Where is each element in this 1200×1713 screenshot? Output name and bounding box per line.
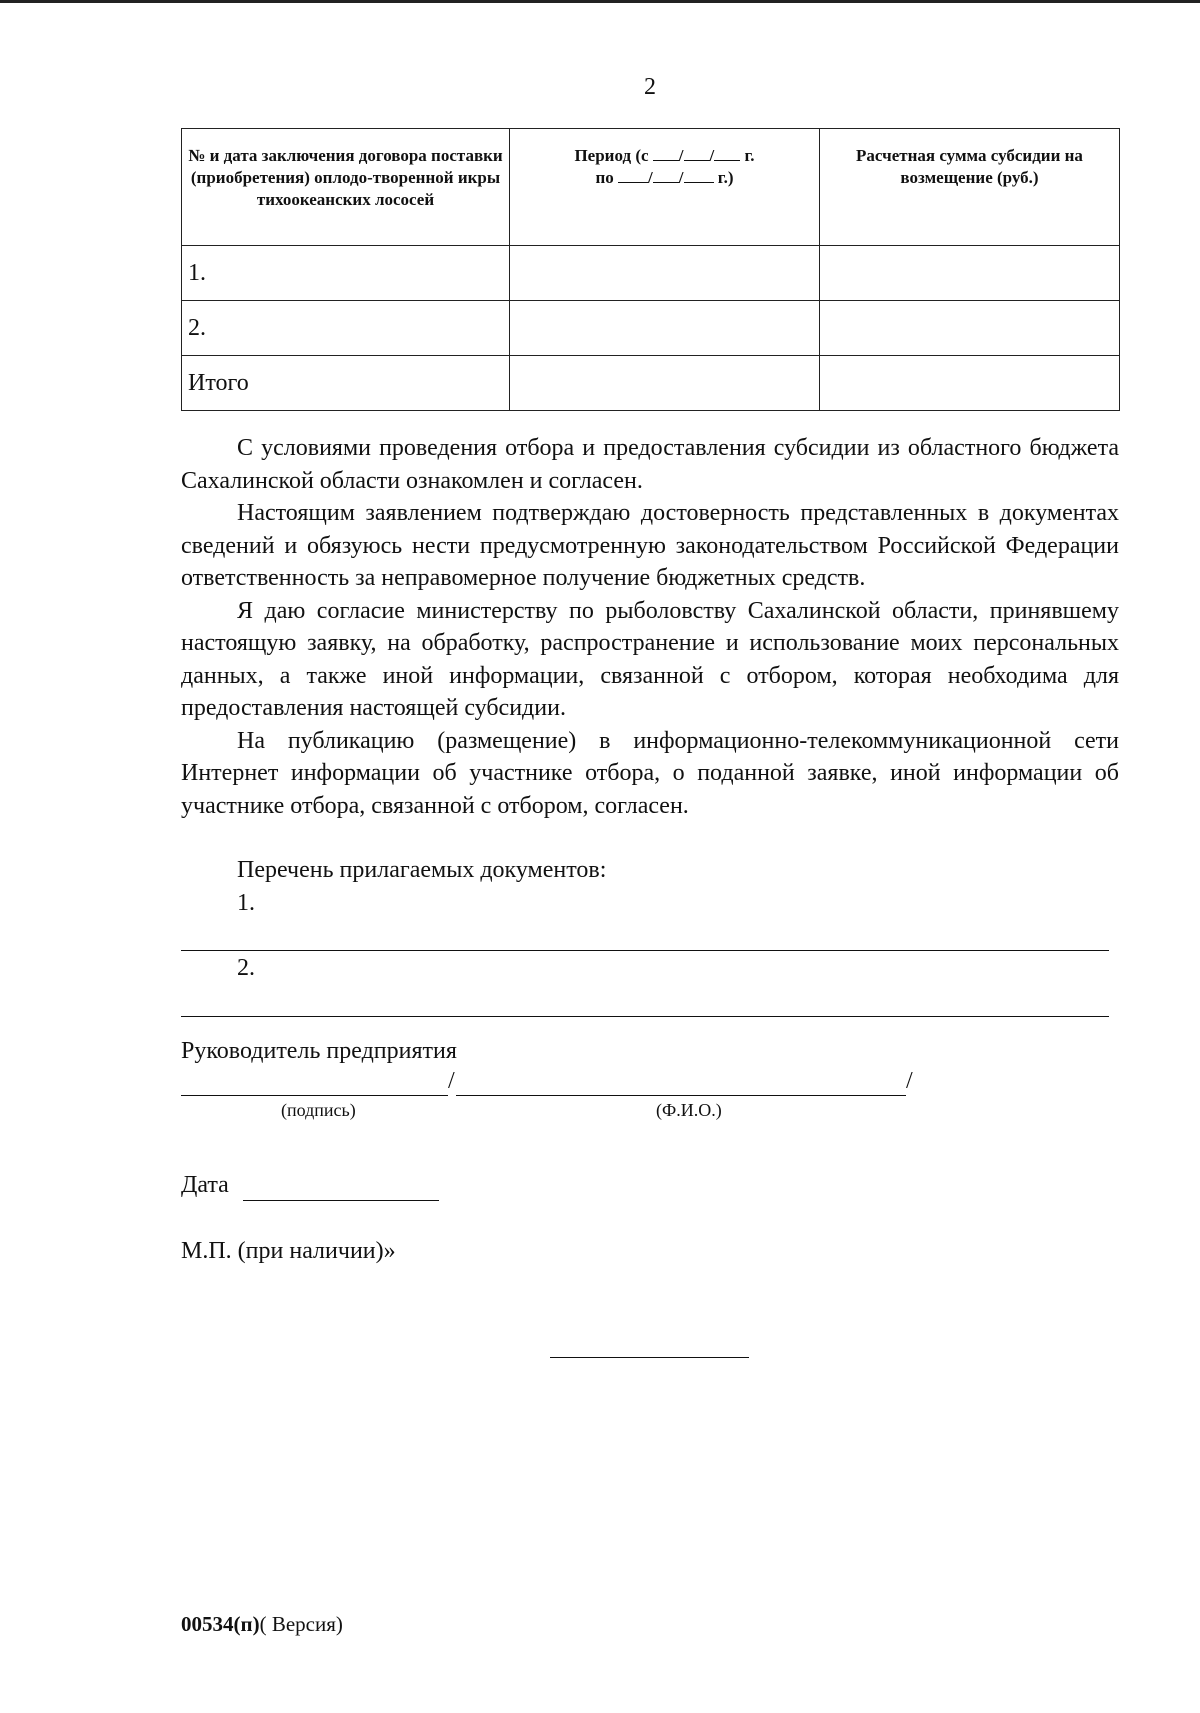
document-code — [181, 1612, 343, 1637]
table-cell — [510, 301, 820, 356]
contract-column-header: № и дата заключения договора поставки (приобретения) оплодо-творенной икры тихоокеанских лососей — [182, 129, 510, 246]
table-cell — [820, 246, 1120, 301]
full-name-separator: / — [906, 1068, 913, 1094]
table-row — [182, 246, 1120, 301]
signature-line — [181, 1095, 448, 1096]
period-column-header — [510, 129, 820, 246]
document-item-1: 1. — [237, 890, 255, 916]
manager-label: Руководитель предприятия — [181, 1038, 457, 1064]
period-to-day-blank — [618, 168, 648, 183]
period-from-sep-2: / — [709, 146, 715, 165]
period-header-line-1 — [516, 145, 813, 167]
table-cell — [820, 301, 1120, 356]
period-to-month-blank — [653, 168, 679, 183]
date-line — [243, 1200, 439, 1201]
table-cell — [510, 246, 820, 301]
table-row-total — [182, 356, 1120, 411]
table-cell — [510, 356, 820, 411]
full-name-line — [456, 1095, 906, 1096]
document-end-line — [550, 1357, 749, 1358]
documents-list-title: Перечень прилагаемых документов: — [237, 857, 607, 883]
paragraph-publication: На публикацию (размещение) в информационно-телекоммуникационной сети Интернет информации об участнике отбора, о поданной заявке, иной информации об участнике отбора, связанной с отбором, согласен. — [181, 727, 1119, 819]
page-number: 2 — [644, 74, 656, 100]
paragraph-conditions: С условиями проведения отбора и предоставления субсидии из областного бюджета Сахалинской области ознакомлен и согласен. — [181, 435, 1119, 494]
period-to-sep-2: / — [678, 168, 684, 187]
period-header-line-2 — [516, 167, 813, 189]
document-item-2: 2. — [237, 955, 255, 981]
document-code-number: 00534(п) — [181, 1612, 260, 1636]
period-from-day-blank — [653, 146, 679, 161]
table-cell: 1. — [182, 246, 510, 301]
period-from-sep-1: / — [678, 146, 684, 165]
document-line-1 — [181, 950, 1109, 951]
stamp-label: М.П. (при наличии)» — [181, 1238, 396, 1264]
document-version: ( Версия) — [259, 1612, 343, 1636]
table-cell: 2. — [182, 301, 510, 356]
table-row — [182, 301, 1120, 356]
subsidy-sum-column-header: Расчетная сумма субсидии на возмещение (руб.) — [820, 129, 1120, 246]
period-from-month-blank — [684, 146, 710, 161]
paragraph-confirmation: Настоящим заявлением подтверждаю достоверность представленных в документах сведений и обязуюсь нести предусмотренную законодательством Российской Федерации ответственность за неправомерное получение бюджетных средств. — [181, 500, 1119, 591]
subsidy-table — [181, 128, 1120, 411]
signature-caption: (подпись) — [281, 1100, 356, 1120]
full-name-caption: (Ф.И.О.) — [656, 1100, 722, 1120]
table-header-row — [182, 129, 1120, 246]
signature-separator: / — [448, 1068, 455, 1094]
table-cell: Итого — [182, 356, 510, 411]
statement-text — [181, 432, 1119, 822]
period-from-year-blank — [714, 146, 740, 161]
page-top-edge — [0, 0, 1200, 3]
period-from-label: Период (с — [574, 146, 649, 165]
period-to-suffix: г.) — [717, 168, 734, 187]
period-to-sep-1: / — [648, 168, 653, 187]
period-to-label: по — [595, 168, 614, 187]
period-to-year-blank — [684, 168, 714, 183]
table-cell — [820, 356, 1120, 411]
date-label: Дата — [181, 1172, 229, 1198]
paragraph-consent: Я даю согласие министерству по рыболовству Сахалинской области, принявшему настоящую заявку, на обработку, распространение и использование моих персональных данных, а также иной информации, связанной с отбором, которая необходима для предоставления настоящей субсидии. — [181, 597, 1119, 721]
document-line-2 — [181, 1016, 1109, 1017]
period-from-suffix: г. — [744, 146, 755, 165]
